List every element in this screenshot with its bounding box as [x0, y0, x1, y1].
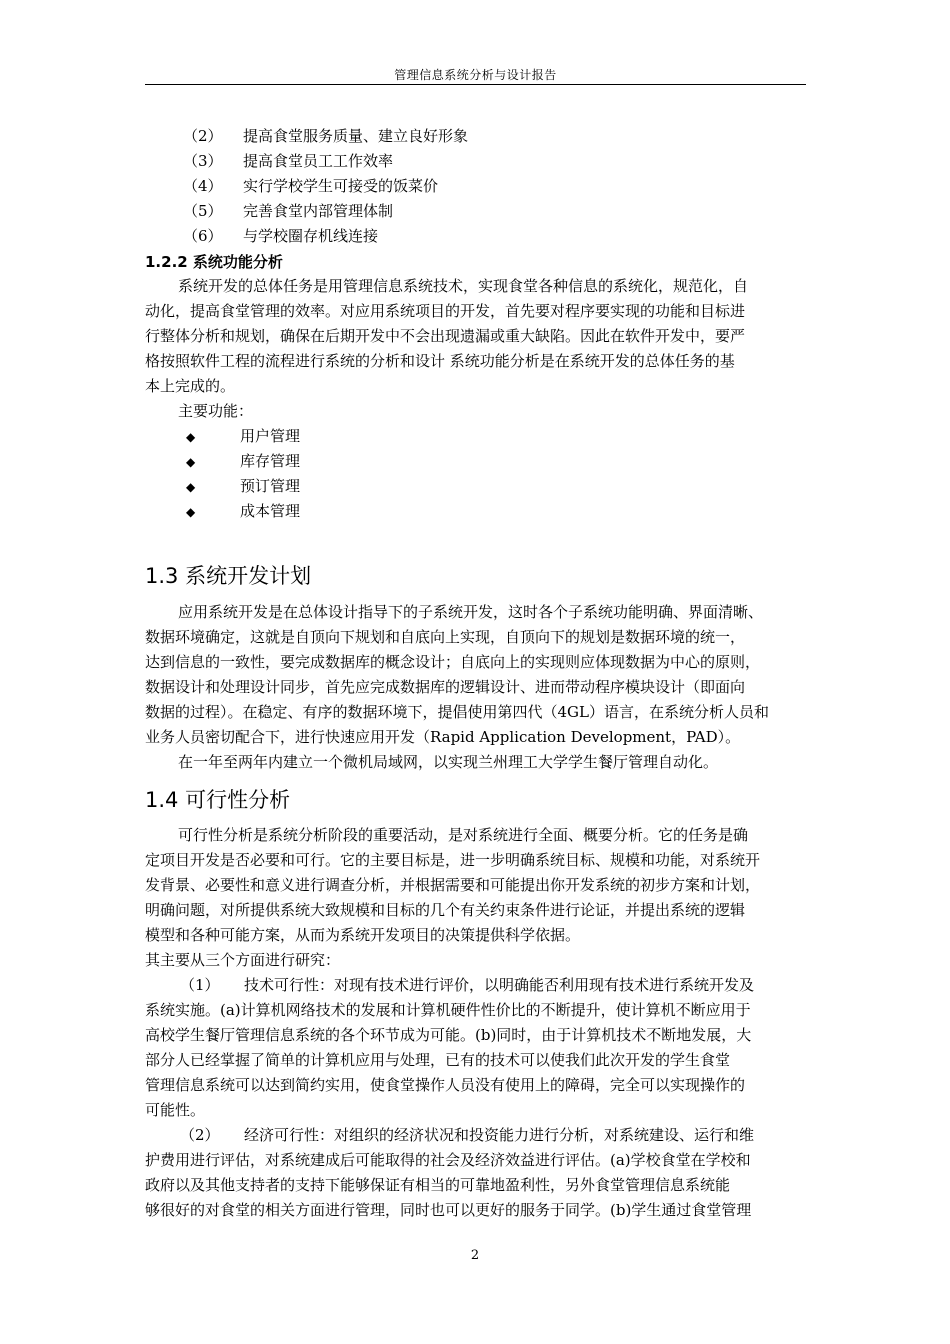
- paragraph-line: 高校学生餐厅管理信息系统的各个环节成为可能。(b)同时，由于计算机技术不断地发展，大: [145, 1026, 752, 1044]
- paragraph-line: [180, 973, 754, 998]
- paragraph-line: 应用系统开发是在总体设计指导下的子系统开发，这时各个子系统功能明确、界面清晰、: [178, 603, 764, 621]
- section-heading-1-4: 1.4 可行性分析: [145, 788, 291, 812]
- paragraph-line: 管理信息系统可以达到简约实用，使食堂操作人员没有使用上的障碍，完全可以实现操作的: [145, 1076, 746, 1094]
- paragraph-line: 可能性。: [145, 1101, 206, 1119]
- diamond-bullet-icon: ◆: [186, 505, 196, 519]
- list-item: [183, 174, 438, 199]
- tech-feasibility-text: 技术可行性：对现有技术进行评价，以明确能否利用现有技术进行系统开发及: [244, 976, 755, 994]
- list-number: （1）: [180, 976, 220, 994]
- function-label: 用户管理: [240, 427, 301, 445]
- paragraph-line: 可行性分析是系统分析阶段的重要活动，是对系统进行全面、概要分析。它的任务是确: [178, 826, 749, 844]
- diamond-bullet-icon: ◆: [186, 480, 196, 494]
- list-text: 提高食堂服务质量、建立良好形象: [243, 127, 469, 145]
- list-number: （4）: [183, 177, 223, 195]
- paragraph-line: 业务人员密切配合下，进行快速应用开发（Rapid Application Development，PAD）。: [145, 728, 741, 746]
- paragraph-line: 明确问题，对所提供系统大致规模和目标的几个有关约束条件进行论证，并提出系统的逻辑: [145, 901, 746, 919]
- paragraph-line: 其主要从三个方面进行研究：: [145, 951, 341, 969]
- paragraph-line: 在一年至两年内建立一个微机局域网，以实现兰州理工大学学生餐厅管理自动化。: [178, 753, 719, 771]
- econ-feasibility-text: 经济可行性：对组织的经济状况和投资能力进行分析，对系统建设、运行和维: [244, 1126, 755, 1144]
- list-item: [183, 124, 468, 149]
- list-text: 实行学校学生可接受的饭菜价: [243, 177, 439, 195]
- list-number: （3）: [183, 152, 223, 170]
- list-item: [183, 224, 378, 249]
- list-item: [183, 199, 393, 224]
- main-functions-label: 主要功能：: [178, 402, 254, 420]
- list-number: （5）: [183, 202, 223, 220]
- diamond-bullet-icon: ◆: [186, 430, 196, 444]
- list-number: （2）: [180, 1126, 220, 1144]
- paragraph-line: 系统开发的总体任务是用管理信息系统技术，实现食堂各种信息的系统化，规范化，自: [178, 277, 749, 295]
- paragraph-line: 护费用进行评估，对系统建成后可能取得的社会及经济效益进行评估。(a)学校食堂在学校和: [145, 1151, 751, 1169]
- paragraph-line: 部分人已经掌握了简单的计算机应用与处理，已有的技术可以使我们此次开发的学生食堂: [145, 1051, 731, 1069]
- header-rule: [145, 84, 806, 85]
- paragraph-line: 本上完成的。: [145, 377, 236, 395]
- diamond-bullet-icon: ◆: [186, 455, 196, 469]
- header-title: 管理信息系统分析与设计报告: [394, 68, 557, 82]
- paragraph-line: 格按照软件工程的流程进行系统的分析和设计 系统功能分析是在系统开发的总体任务的基: [145, 352, 735, 370]
- list-text: 提高食堂员工工作效率: [243, 152, 394, 170]
- paragraph-line: 行整体分析和规划，确保在后期开发中不会出现遗漏或重大缺陷。因此在软件开发中，要严: [145, 327, 746, 345]
- page-number: 2: [470, 1248, 480, 1263]
- paragraph-line: 数据设计和处理设计同步，首先应完成数据库的逻辑设计、进而带动程序模块设计（即面向: [145, 678, 746, 696]
- section-heading-1-3: 1.3 系统开发计划: [145, 564, 312, 588]
- paragraph-line: 定项目开发是否必要和可行。它的主要目标是，进一步明确系统目标、规模和功能，对系统开: [145, 851, 761, 869]
- paragraph-line: 动化，提高食堂管理的效率。对应用系统项目的开发，首先要对程序要实现的功能和目标进: [145, 302, 746, 320]
- list-text: 与学校圈存机线连接: [243, 227, 379, 245]
- paragraph-line: 数据环境确定，这就是自顶向下规划和自底向上实现，自顶向下的规划是数据环境的统一，: [145, 628, 746, 646]
- function-label: 预订管理: [240, 477, 301, 495]
- section-heading-1-2-2: 1.2.2 系统功能分析: [145, 253, 283, 271]
- paragraph-line: 模型和各种可能方案，从而为系统开发项目的决策提供科学依据。: [145, 926, 581, 944]
- function-label: 库存管理: [240, 452, 301, 470]
- paragraph-line: 系统实施。(a)计算机网络技术的发展和计算机硬件性价比的不断提升，使计算机不断应用于: [145, 1001, 751, 1019]
- paragraph-line: 够很好的对食堂的相关方面进行管理，同时也可以更好的服务于同学。(b)学生通过食堂管理: [145, 1201, 752, 1219]
- paragraph-line: 发背景、必要性和意义进行调查分析，并根据需要和可能提出你开发系统的初步方案和计划，: [145, 876, 761, 894]
- paragraph-line: 数据的过程）。在稳定、有序的数据环境下，提倡使用第四代（4GL）语言，在系统分析人员和: [145, 703, 769, 721]
- list-number: （6）: [183, 227, 223, 245]
- list-text: 完善食堂内部管理体制: [243, 202, 394, 220]
- paragraph-line: 政府以及其他支持者的支持下能够保证有相当的可靠地盈利性，另外食堂管理信息系统能: [145, 1176, 731, 1194]
- paragraph-line: [180, 1123, 754, 1148]
- function-label: 成本管理: [240, 502, 301, 520]
- list-number: （2）: [183, 127, 223, 145]
- list-item: [183, 149, 393, 174]
- paragraph-line: 达到信息的一致性，要完成数据库的概念设计；自底向上的实现则应体现数据为中心的原则，: [145, 653, 761, 671]
